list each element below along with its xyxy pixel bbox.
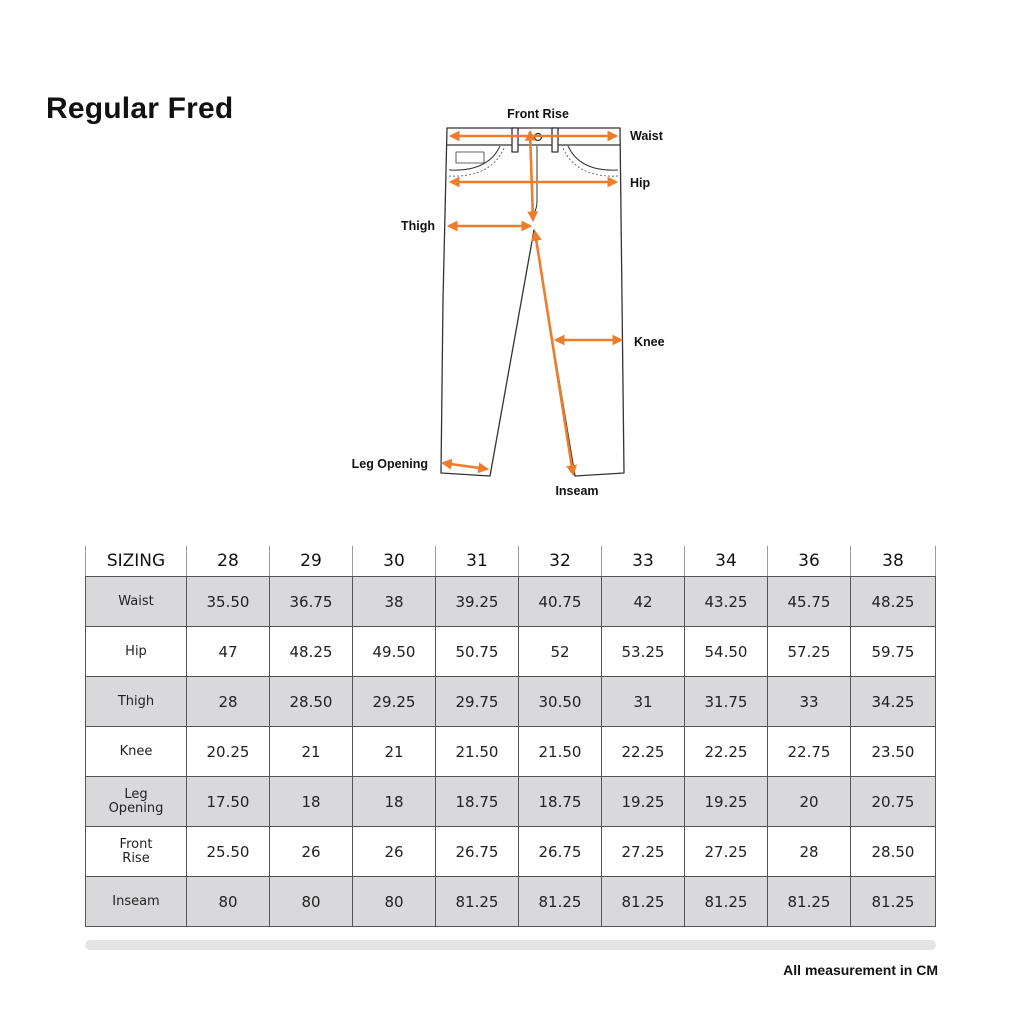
table-cell: 81.25 — [519, 877, 602, 927]
table-cell: 22.75 — [768, 727, 851, 777]
table-cell: 52 — [519, 627, 602, 677]
label-hip: Hip — [630, 176, 651, 190]
table-cell: 81.25 — [851, 877, 936, 927]
table-cell: 21 — [353, 727, 436, 777]
table-cell: 26.75 — [519, 827, 602, 877]
size-header-cell: 34 — [685, 546, 768, 577]
table-cell: 18.75 — [436, 777, 519, 827]
table-row — [86, 677, 936, 727]
table-cell: 80 — [270, 877, 353, 927]
size-header-cell: 33 — [602, 546, 685, 577]
table-cell: 35.50 — [187, 577, 270, 627]
table-cell: 27.25 — [685, 827, 768, 877]
table-cell: 42 — [602, 577, 685, 627]
table-cell: 49.50 — [353, 627, 436, 677]
row-label-line: Front — [119, 836, 153, 852]
footer-divider-bar — [85, 940, 936, 950]
table-cell: 26 — [353, 827, 436, 877]
table-cell: 31.75 — [685, 677, 768, 727]
label-inseam: Inseam — [555, 484, 599, 498]
table-cell: 21 — [270, 727, 353, 777]
table-cell: 28 — [768, 827, 851, 877]
table-cell: 47 — [187, 627, 270, 677]
label-leg-opening: Leg Opening — [351, 457, 428, 471]
table-cell: 81.25 — [602, 877, 685, 927]
table-cell: 80 — [353, 877, 436, 927]
row-label — [86, 727, 187, 777]
row-label-line: Waist — [118, 593, 154, 609]
row-label-line: Inseam — [112, 893, 160, 909]
label-thigh: Thigh — [400, 219, 435, 233]
table-cell: 48.25 — [270, 627, 353, 677]
table-cell: 20.75 — [851, 777, 936, 827]
belt-loop-left — [512, 128, 518, 152]
row-label-line: Thigh — [117, 693, 155, 709]
table-cell: 28.50 — [851, 827, 936, 877]
label-front-rise: Front Rise — [507, 107, 569, 121]
table-cell: 53.25 — [602, 627, 685, 677]
label-waist: Waist — [630, 129, 663, 143]
table-cell: 50.75 — [436, 627, 519, 677]
row-label — [86, 627, 187, 677]
table-row — [86, 627, 936, 677]
size-header-cell: 36 — [768, 546, 851, 577]
row-label — [86, 827, 187, 877]
table-cell: 38 — [353, 577, 436, 627]
table-cell: 20 — [768, 777, 851, 827]
table-cell: 59.75 — [851, 627, 936, 677]
table-cell: 48.25 — [851, 577, 936, 627]
row-label — [86, 677, 187, 727]
table-cell: 23.50 — [851, 727, 936, 777]
table-cell: 22.25 — [685, 727, 768, 777]
table-cell: 29.25 — [353, 677, 436, 727]
table-cell: 39.25 — [436, 577, 519, 627]
table-cell: 30.50 — [519, 677, 602, 727]
table-cell: 22.25 — [602, 727, 685, 777]
table-row — [86, 877, 936, 927]
size-header-cell: 29 — [270, 546, 353, 577]
table-cell: 18 — [270, 777, 353, 827]
size-header-cell: 32 — [519, 546, 602, 577]
page-title: Regular Fred — [46, 92, 234, 125]
size-header-cell: 31 — [436, 546, 519, 577]
sizing-header-row — [86, 546, 936, 577]
table-cell: 33 — [768, 677, 851, 727]
table-cell: 20.25 — [187, 727, 270, 777]
row-label — [86, 777, 187, 827]
size-header-cell: 30 — [353, 546, 436, 577]
row-label-line: Leg — [124, 786, 148, 802]
table-cell: 25.50 — [187, 827, 270, 877]
row-label-line: Hip — [125, 643, 147, 659]
table-cell: 26 — [270, 827, 353, 877]
table-cell: 27.25 — [602, 827, 685, 877]
row-label-line: Opening — [108, 800, 164, 816]
table-cell: 36.75 — [270, 577, 353, 627]
table-cell: 40.75 — [519, 577, 602, 627]
size-header-cell: 28 — [187, 546, 270, 577]
measurement-note: All measurement in CM — [783, 962, 938, 978]
table-cell: 34.25 — [851, 677, 936, 727]
table-cell: 45.75 — [768, 577, 851, 627]
table-cell: 81.25 — [685, 877, 768, 927]
label-knee: Knee — [634, 335, 665, 349]
table-cell: 54.50 — [685, 627, 768, 677]
size-header-cell: 38 — [851, 546, 936, 577]
row-label — [86, 577, 187, 627]
row-label — [86, 877, 187, 927]
row-label-line: Knee — [119, 743, 153, 759]
table-row — [86, 577, 936, 627]
sizing-table-body — [86, 577, 936, 927]
table-cell: 19.25 — [685, 777, 768, 827]
table-cell: 19.25 — [602, 777, 685, 827]
table-cell: 43.25 — [685, 577, 768, 627]
row-label-line: Rise — [122, 850, 150, 866]
table-cell: 18.75 — [519, 777, 602, 827]
belt-loop-right — [552, 128, 558, 152]
table-cell: 28.50 — [270, 677, 353, 727]
table-cell: 21.50 — [436, 727, 519, 777]
table-cell: 28 — [187, 677, 270, 727]
table-cell: 21.50 — [519, 727, 602, 777]
table-cell: 17.50 — [187, 777, 270, 827]
table-row — [86, 827, 936, 877]
table-cell: 81.25 — [768, 877, 851, 927]
table-cell: 26.75 — [436, 827, 519, 877]
table-cell: 18 — [353, 777, 436, 827]
table-cell: 31 — [602, 677, 685, 727]
table-cell: 29.75 — [436, 677, 519, 727]
table-cell: 80 — [187, 877, 270, 927]
sizing-header-label: SIZING — [86, 546, 187, 577]
table-cell: 57.25 — [768, 627, 851, 677]
table-row — [86, 727, 936, 777]
table-row — [86, 777, 936, 827]
sizing-table — [85, 546, 936, 927]
table-cell: 81.25 — [436, 877, 519, 927]
